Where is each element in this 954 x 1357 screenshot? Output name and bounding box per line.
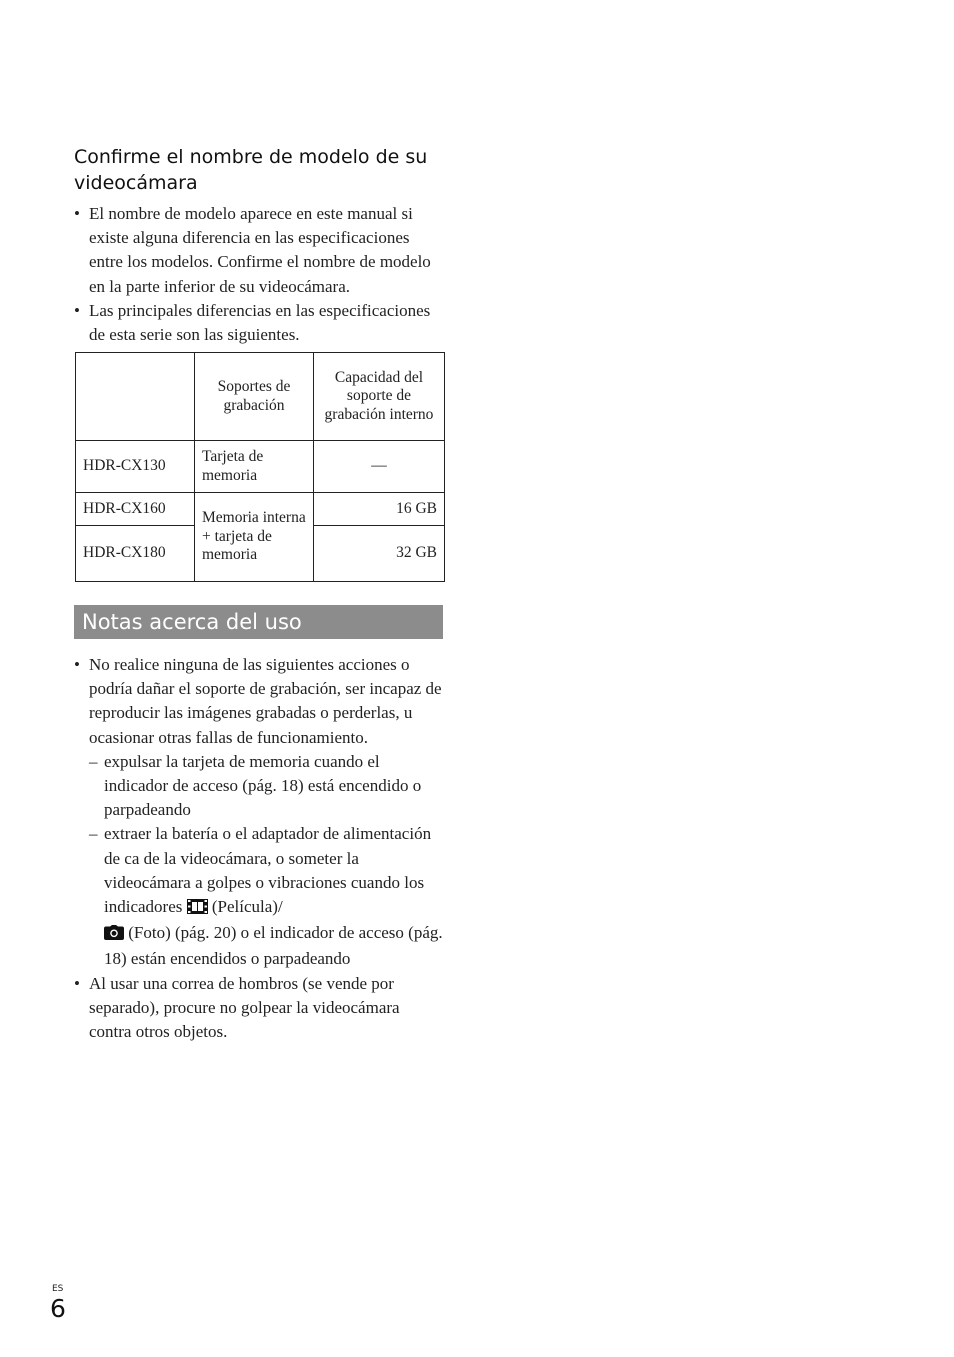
sub-list-item: – extraer la batería o el adaptador de alimentación de ca de la videocámara, o someter la videocámara a golpes o vibraciones cuando los indicadores (Película)/ (Foto) (pág. 20) o el indicador de acceso (pág. 18) están encendidos o parpadeando <box>89 824 443 969</box>
camera-icon <box>104 923 124 947</box>
list-item: • Al usar una correa de hombros (se vende por separado), procure no golpear la videocámara contra otros objetos. <box>74 973 400 1042</box>
table-cell-model: HDR-CX130 <box>76 441 195 493</box>
sub-list-item: – expulsar la tarjeta de memoria cuando el indicador de acceso (pág. 18) está encendido o parpadeando <box>89 751 422 820</box>
table-cell-media: Memoria interna + tarjeta de memoria <box>195 493 314 582</box>
list-item: • El nombre de modelo aparece en este manual si existe alguna diferencia en las especificaciones entre los modelos. Confirme el nombre de modelo en la parte inferior de su videocámara. <box>74 204 431 296</box>
section-heading-model: Confirme el nombre de modelo de su videocámara <box>74 146 428 194</box>
table-cell-capacity: — <box>314 441 445 493</box>
film-icon <box>187 897 208 921</box>
model-bullets <box>74 202 446 347</box>
table-cell-capacity: 32 GB <box>314 526 445 582</box>
bullet-icon: • <box>74 204 80 223</box>
section-title-bar: Notas acerca del uso <box>74 605 443 639</box>
table-cell-media: Tarjeta de memoria <box>195 441 314 493</box>
sub-list <box>89 750 446 972</box>
table-header-cell <box>76 353 195 441</box>
dash-marker: – <box>89 751 98 771</box>
table-header-cell: Capacidad del soporte de grabación interno <box>314 353 445 441</box>
table-cell-capacity: 16 GB <box>314 493 445 526</box>
model-spec-table <box>75 352 445 582</box>
footer-language-code: ES <box>52 1284 64 1294</box>
table-row <box>76 441 445 493</box>
table-cell-model: HDR-CX180 <box>76 526 195 582</box>
dash-marker: – <box>89 824 98 844</box>
list-item: • Las principales diferencias en las especificaciones de esta serie son las siguientes. <box>74 300 431 345</box>
table-cell-model: HDR-CX160 <box>76 493 195 526</box>
list-item: • No realice ninguna de las siguientes acciones o podría dañar el soporte de grabación, ser incapaz de reproducir las imágenes grabadas o perderlas, u ocasionar otras fallas de funcionamiento. – expulsar la tarjeta de memoria cuando el indicador de acceso (pág. 18) está encendido o parpadeando – extraer la batería o el adaptador de alimentación de ca de la videocámara, o someter la videocámara a golpes o vibraciones cuando los indicadores (Película)/ (Foto) (pág. 20) o el indicador de acceso (pág. 18) están encendidos o parpadeando <box>74 653 446 972</box>
table-row <box>76 493 445 526</box>
bullet-icon: • <box>74 973 80 993</box>
table-header-cell: Soportes de grabación <box>195 353 314 441</box>
bullet-icon: • <box>74 300 80 320</box>
bullet-icon: • <box>74 655 80 674</box>
table-header-row <box>76 353 445 441</box>
usage-notes-list <box>74 653 446 1044</box>
page-number: 6 <box>50 1294 66 1323</box>
